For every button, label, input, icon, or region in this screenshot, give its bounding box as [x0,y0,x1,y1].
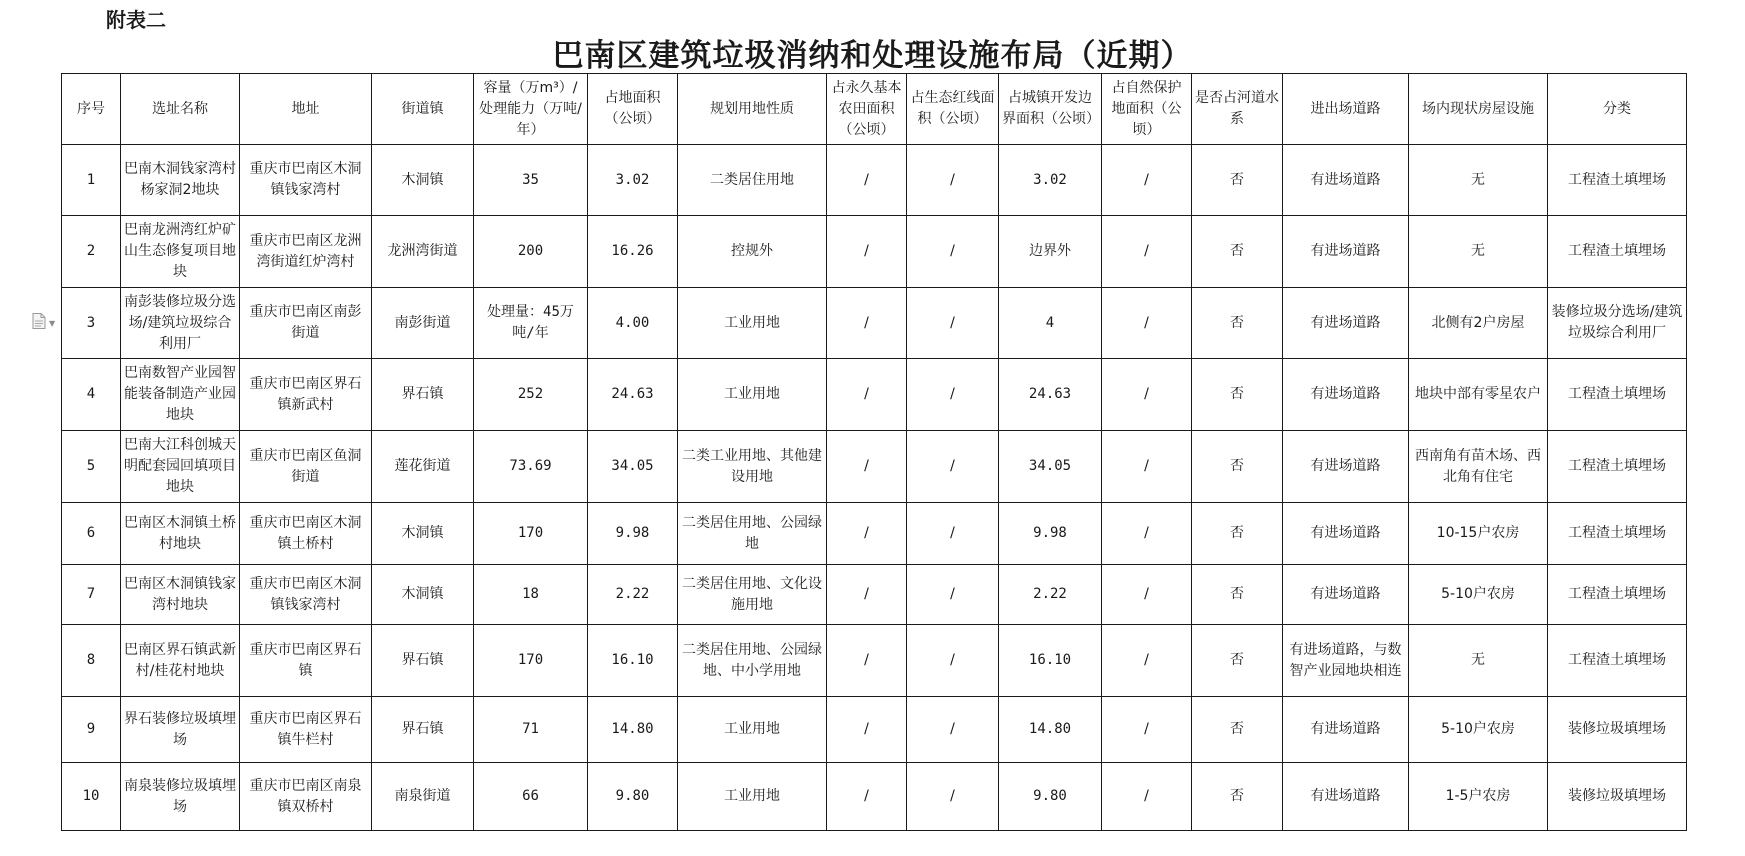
address-cell: 重庆市巴南区界石镇牛栏村 [240,697,372,763]
category-cell: 装修垃圾填埋场 [1548,763,1687,831]
capacity-cell: 66 [474,763,588,831]
category-cell: 工程渣土填埋场 [1548,565,1687,625]
site-name-cell: 南彭装修垃圾分选场/建筑垃圾综合利用厂 [121,288,240,359]
capacity-cell: 73.69 [474,431,588,503]
eco-redline-cell: / [907,625,999,697]
document-icon[interactable] [32,313,46,329]
page-title: 巴南区建筑垃圾消纳和处理设施布局（近期） [552,38,1193,74]
site-name-cell: 巴南大江科创城天明配套园回填项目地块 [121,431,240,503]
header-cell: 地址 [240,74,372,145]
address-cell: 重庆市巴南区龙洲湾街道红炉湾村 [240,216,372,288]
address-cell: 重庆市巴南区木洞镇土桥村 [240,503,372,565]
eco-redline-cell: / [907,288,999,359]
urban-boundary-cell: 4 [999,288,1102,359]
farmland-cell: / [827,503,907,565]
category-cell: 工程渣土填埋场 [1548,359,1687,431]
farmland-cell: / [827,565,907,625]
capacity-cell: 170 [474,503,588,565]
serial-cell: 6 [62,503,121,565]
serial-cell: 2 [62,216,121,288]
land-use-cell: 二类居住用地、公园绿地、中小学用地 [678,625,827,697]
category-cell: 工程渣土填埋场 [1548,145,1687,216]
river-cell: 否 [1192,145,1283,216]
eco-redline-cell: / [907,697,999,763]
river-cell: 否 [1192,359,1283,431]
urban-boundary-cell: 3.02 [999,145,1102,216]
town-cell: 南彭街道 [372,288,474,359]
building-cell: 10-15户农房 [1409,503,1548,565]
header-cell: 占地面积（公顷） [588,74,678,145]
table-row [62,359,1687,431]
farmland-cell: / [827,431,907,503]
river-cell: 否 [1192,625,1283,697]
building-cell: 无 [1409,625,1548,697]
site-name-cell: 巴南区界石镇武新村/桂花村地块 [121,625,240,697]
urban-boundary-cell: 9.98 [999,503,1102,565]
urban-boundary-cell: 16.10 [999,625,1102,697]
area-cell: 14.80 [588,697,678,763]
river-cell: 否 [1192,503,1283,565]
farmland-cell: / [827,288,907,359]
access-road-cell: 有进场道路 [1283,288,1409,359]
eco-redline-cell: / [907,359,999,431]
appendix-label: 附表二 [106,8,166,32]
urban-boundary-cell: 9.80 [999,763,1102,831]
town-cell: 南泉街道 [372,763,474,831]
header-cell: 街道镇 [372,74,474,145]
urban-boundary-cell: 24.63 [999,359,1102,431]
nature-reserve-cell: / [1102,216,1192,288]
header-cell: 占生态红线面积（公顷） [907,74,999,145]
nature-reserve-cell: / [1102,697,1192,763]
serial-cell: 4 [62,359,121,431]
nature-reserve-cell: / [1102,145,1192,216]
table-row [62,565,1687,625]
farmland-cell: / [827,216,907,288]
serial-cell: 10 [62,763,121,831]
area-cell: 9.98 [588,503,678,565]
access-road-cell: 有进场道路 [1283,503,1409,565]
dropdown-arrow-icon[interactable]: ▼ [49,319,56,328]
address-cell: 重庆市巴南区界石镇 [240,625,372,697]
building-cell: 1-5户农房 [1409,763,1548,831]
building-cell: 北侧有2户房屋 [1409,288,1548,359]
access-road-cell: 有进场道路 [1283,697,1409,763]
town-cell: 界石镇 [372,697,474,763]
land-use-cell: 工业用地 [678,288,827,359]
area-cell: 34.05 [588,431,678,503]
town-cell: 龙洲湾街道 [372,216,474,288]
river-cell: 否 [1192,697,1283,763]
facility-table [61,73,1687,831]
capacity-cell: 35 [474,145,588,216]
category-cell: 工程渣土填埋场 [1548,431,1687,503]
capacity-cell: 200 [474,216,588,288]
town-cell: 界石镇 [372,359,474,431]
address-cell: 重庆市巴南区界石镇新武村 [240,359,372,431]
land-use-cell: 控规外 [678,216,827,288]
land-use-cell: 二类居住用地、文化设施用地 [678,565,827,625]
access-road-cell: 有进场道路，与数智产业园地块相连 [1283,625,1409,697]
farmland-cell: / [827,763,907,831]
farmland-cell: / [827,697,907,763]
river-cell: 否 [1192,216,1283,288]
eco-redline-cell: / [907,503,999,565]
serial-cell: 5 [62,431,121,503]
category-cell: 装修垃圾分选场/建筑垃圾综合利用厂 [1548,288,1687,359]
access-road-cell: 有进场道路 [1283,565,1409,625]
header-cell: 进出场道路 [1283,74,1409,145]
address-cell: 重庆市巴南区南彭街道 [240,288,372,359]
table-row [62,288,1687,359]
header-cell: 占城镇开发边界面积（公顷） [999,74,1102,145]
area-cell: 4.00 [588,288,678,359]
nature-reserve-cell: / [1102,565,1192,625]
header-cell: 序号 [62,74,121,145]
area-cell: 16.10 [588,625,678,697]
farmland-cell: / [827,145,907,216]
serial-cell: 9 [62,697,121,763]
town-cell: 木洞镇 [372,145,474,216]
nature-reserve-cell: / [1102,625,1192,697]
eco-redline-cell: / [907,763,999,831]
area-cell: 16.26 [588,216,678,288]
land-use-cell: 工业用地 [678,359,827,431]
header-cell: 容量（万m³）/处理能力（万吨/年） [474,74,588,145]
access-road-cell: 有进场道路 [1283,145,1409,216]
header-cell: 占永久基本农田面积（公顷） [827,74,907,145]
eco-redline-cell: / [907,565,999,625]
address-cell: 重庆市巴南区南泉镇双桥村 [240,763,372,831]
category-cell: 装修垃圾填埋场 [1548,697,1687,763]
area-cell: 2.22 [588,565,678,625]
header-cell: 占自然保护地面积（公顷） [1102,74,1192,145]
nature-reserve-cell: / [1102,431,1192,503]
river-cell: 否 [1192,763,1283,831]
town-cell: 木洞镇 [372,565,474,625]
site-name-cell: 巴南区木洞镇土桥村地块 [121,503,240,565]
capacity-cell: 18 [474,565,588,625]
table-row [62,431,1687,503]
header-cell: 是否占河道水系 [1192,74,1283,145]
serial-cell: 1 [62,145,121,216]
eco-redline-cell: / [907,431,999,503]
capacity-cell: 处理量：45万吨/年 [474,288,588,359]
serial-cell: 7 [62,565,121,625]
capacity-cell: 252 [474,359,588,431]
land-use-cell: 二类工业用地、其他建设用地 [678,431,827,503]
building-cell: 5-10户农房 [1409,565,1548,625]
access-road-cell: 有进场道路 [1283,763,1409,831]
table-row [62,216,1687,288]
site-name-cell: 巴南龙洲湾红炉矿山生态修复项目地块 [121,216,240,288]
table-row [62,697,1687,763]
town-cell: 莲花街道 [372,431,474,503]
building-cell: 无 [1409,145,1548,216]
nature-reserve-cell: / [1102,763,1192,831]
table-row [62,763,1687,831]
site-name-cell: 巴南木洞钱家湾村杨家洞2地块 [121,145,240,216]
site-name-cell: 界石装修垃圾填埋场 [121,697,240,763]
farmland-cell: / [827,625,907,697]
access-road-cell: 有进场道路 [1283,431,1409,503]
urban-boundary-cell: 2.22 [999,565,1102,625]
river-cell: 否 [1192,288,1283,359]
header-cell: 分类 [1548,74,1687,145]
table-row [62,503,1687,565]
urban-boundary-cell: 边界外 [999,216,1102,288]
serial-cell: 3 [62,288,121,359]
address-cell: 重庆市巴南区鱼洞街道 [240,431,372,503]
town-cell: 木洞镇 [372,503,474,565]
building-cell: 5-10户农房 [1409,697,1548,763]
area-cell: 3.02 [588,145,678,216]
address-cell: 重庆市巴南区木洞镇钱家湾村 [240,145,372,216]
site-name-cell: 南泉装修垃圾填埋场 [121,763,240,831]
building-cell: 西南角有苗木场、西北角有住宅 [1409,431,1548,503]
serial-cell: 8 [62,625,121,697]
area-cell: 24.63 [588,359,678,431]
land-use-cell: 工业用地 [678,763,827,831]
site-name-cell: 巴南区木洞镇钱家湾村地块 [121,565,240,625]
category-cell: 工程渣土填埋场 [1548,503,1687,565]
eco-redline-cell: / [907,216,999,288]
category-cell: 工程渣土填埋场 [1548,625,1687,697]
area-cell: 9.80 [588,763,678,831]
table-row [62,145,1687,216]
river-cell: 否 [1192,565,1283,625]
nature-reserve-cell: / [1102,359,1192,431]
urban-boundary-cell: 14.80 [999,697,1102,763]
header-row [62,74,1687,145]
eco-redline-cell: / [907,145,999,216]
category-cell: 工程渣土填埋场 [1548,216,1687,288]
land-use-cell: 二类居住用地、公园绿地 [678,503,827,565]
urban-boundary-cell: 34.05 [999,431,1102,503]
town-cell: 界石镇 [372,625,474,697]
land-use-cell: 工业用地 [678,697,827,763]
building-cell: 无 [1409,216,1548,288]
address-cell: 重庆市巴南区木洞镇钱家湾村 [240,565,372,625]
river-cell: 否 [1192,431,1283,503]
site-name-cell: 巴南数智产业园智能装备制造产业园地块 [121,359,240,431]
land-use-cell: 二类居住用地 [678,145,827,216]
access-road-cell: 有进场道路 [1283,359,1409,431]
farmland-cell: / [827,359,907,431]
nature-reserve-cell: / [1102,503,1192,565]
nature-reserve-cell: / [1102,288,1192,359]
access-road-cell: 有进场道路 [1283,216,1409,288]
header-cell: 规划用地性质 [678,74,827,145]
capacity-cell: 170 [474,625,588,697]
header-cell: 场内现状房屋设施 [1409,74,1548,145]
building-cell: 地块中部有零星农户 [1409,359,1548,431]
capacity-cell: 71 [474,697,588,763]
header-cell: 选址名称 [121,74,240,145]
table-row [62,625,1687,697]
